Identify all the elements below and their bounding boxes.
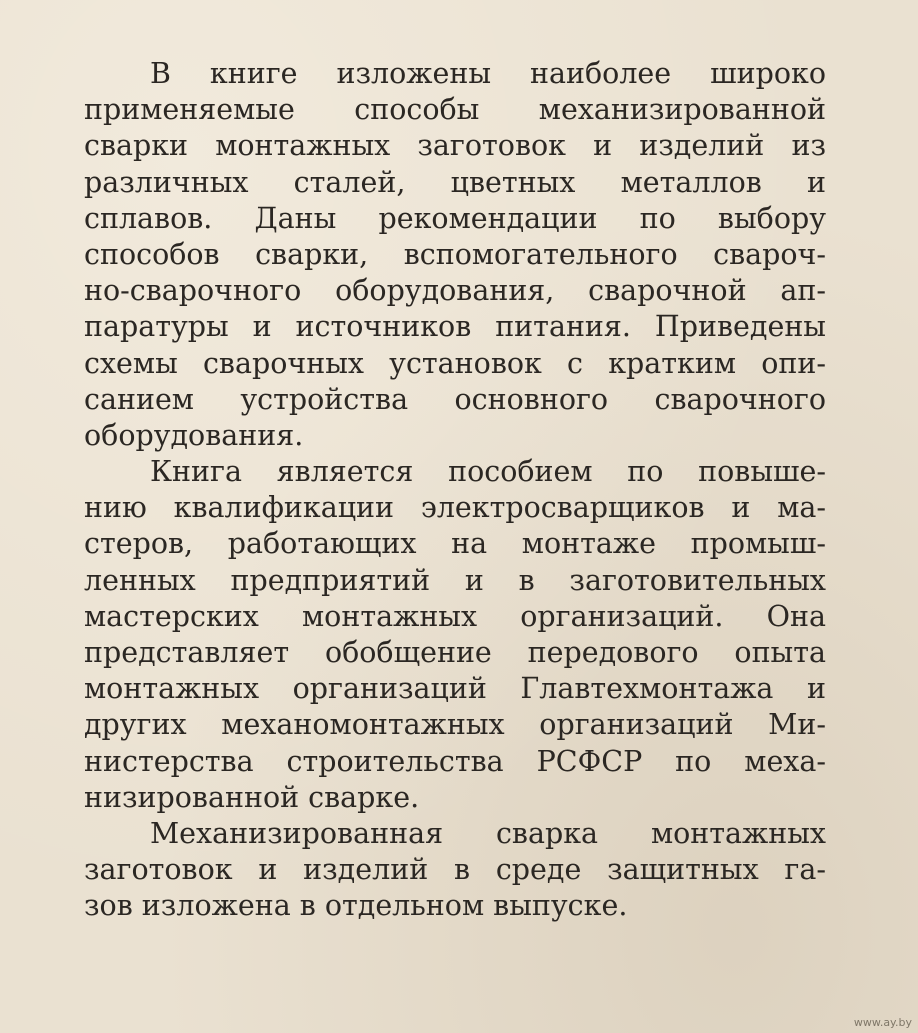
- site-watermark: www.ay.by: [853, 1016, 912, 1029]
- text-line: сплавов. Даны рекомендации по выбору: [84, 201, 826, 235]
- text-line: мастерских монтажных организаций. Она: [84, 599, 826, 633]
- text-line: но-сварочного оборудования, сварочной ап-: [84, 274, 826, 308]
- paragraph-2: [84, 454, 826, 816]
- text-line: нистерства строительства РСФСР по меха-: [84, 744, 826, 778]
- text-line: зов изложена в отдельном выпуске.: [84, 889, 628, 923]
- annotation-text: [84, 56, 826, 925]
- text-line: стеров, работающих на монтаже промыш-: [84, 527, 826, 561]
- text-line: других механомонтажных организаций Ми-: [84, 708, 826, 742]
- text-line: В книге изложены наиболее широко: [150, 57, 826, 90]
- text-line: монтажных организаций Главтехмонтажа и: [84, 672, 826, 706]
- text-line: применяемые способы механизированной: [84, 93, 826, 127]
- text-line: заготовок и изделий в среде защитных га-: [84, 853, 826, 887]
- text-line: санием устройства основного сварочного: [84, 382, 826, 416]
- text-line: различных сталей, цветных металлов и: [84, 165, 826, 199]
- text-line: низированной сварке.: [84, 780, 420, 814]
- text-line: схемы сварочных установок с кратким опи-: [84, 346, 826, 380]
- text-line: способов сварки, вспомогательного свароч-: [84, 237, 826, 271]
- text-line: Механизированная сварка монтажных: [150, 816, 826, 850]
- text-line: нию квалификации электросварщиков и ма-: [84, 491, 826, 525]
- paragraph-1: [84, 56, 826, 454]
- text-line: сварки монтажных заготовок и изделий из: [84, 129, 826, 163]
- text-line: ленных предприятий и в заготовительных: [84, 563, 826, 597]
- text-line: оборудования.: [84, 418, 304, 452]
- text-line: Книга является пособием по повыше-: [150, 455, 826, 489]
- text-line: представляет обобщение передового опыта: [84, 636, 826, 669]
- paragraph-3: [84, 816, 826, 925]
- text-line: паратуры и источников питания. Приведены: [84, 310, 826, 344]
